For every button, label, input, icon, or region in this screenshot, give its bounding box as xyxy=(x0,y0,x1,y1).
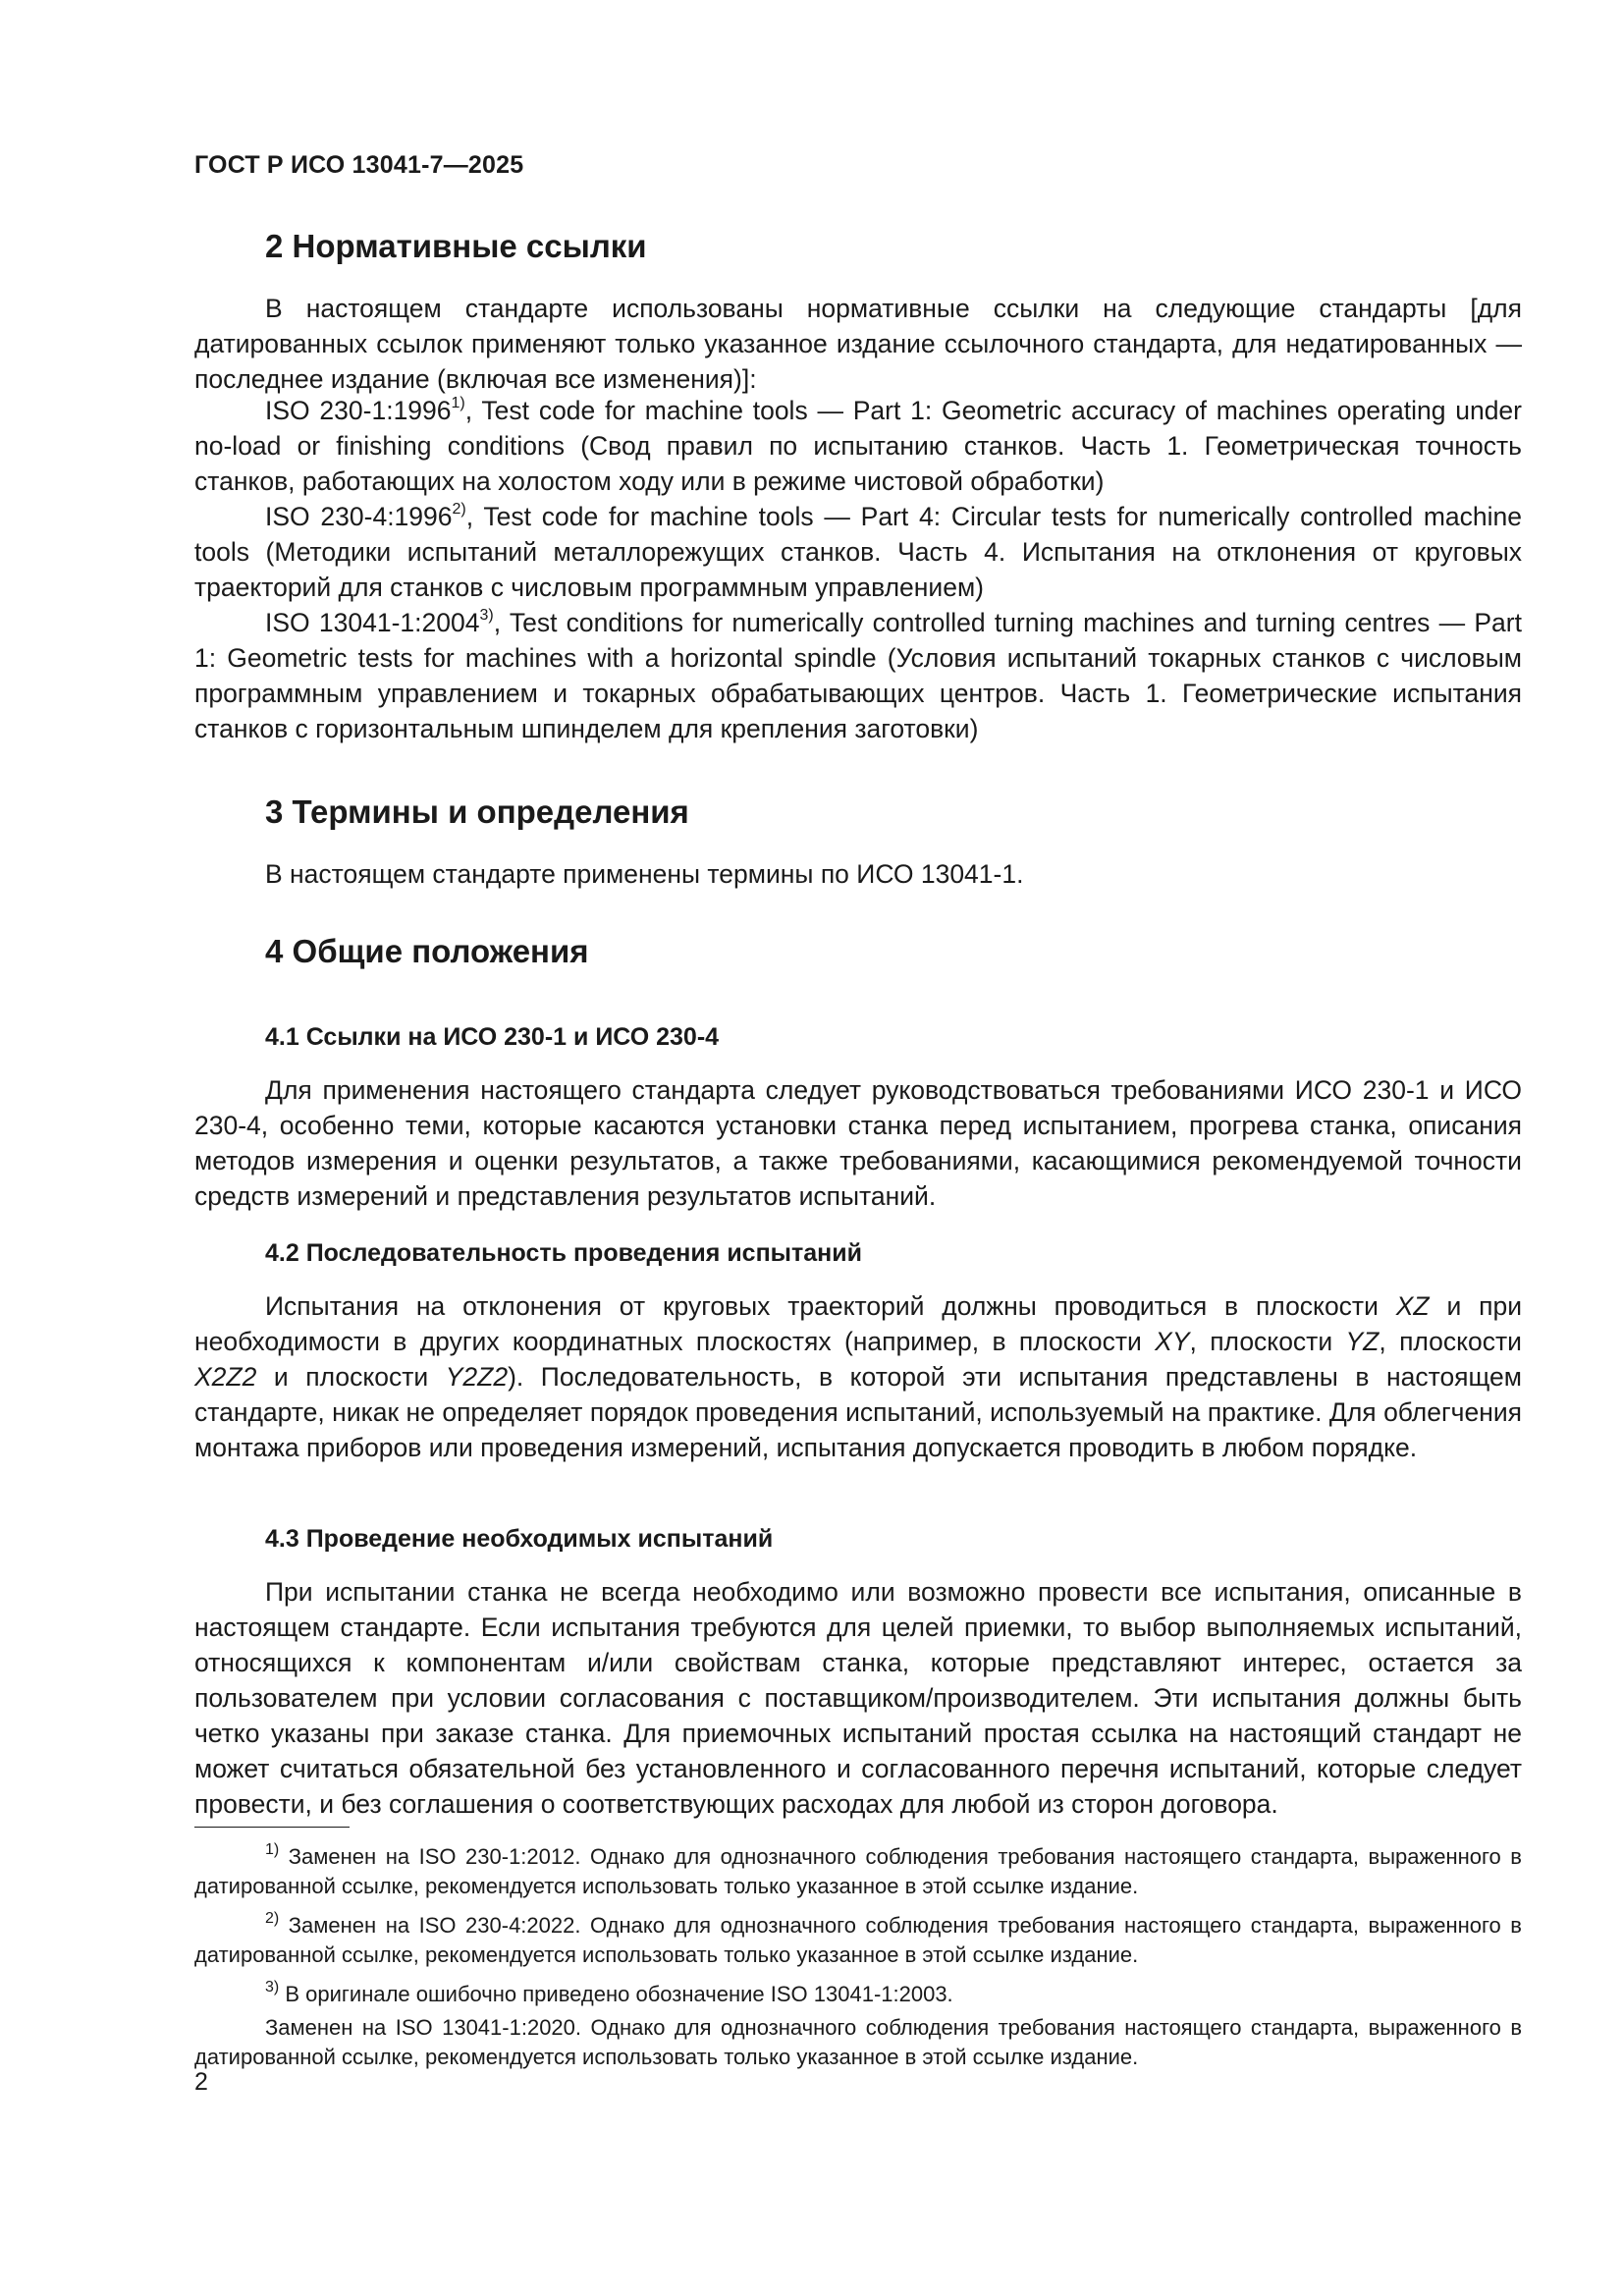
reference-title: , Test conditions for numerically controlled turning machines and turning centres — Part 1: Geometric tests for machines with a horizontal spindle (Условия испытаний токарных станков с числовым программным управлением и токарных обрабатывающих центров. Часть 1. Геометрические испытания станков с горизонтальным шпинделем для крепления заготовки) xyxy=(194,608,1522,743)
reference-item xyxy=(194,605,1522,746)
section-4-heading: 4 Общие положения xyxy=(265,933,589,969)
footnote-mark: 1) xyxy=(265,1840,280,1858)
footnote xyxy=(194,1842,1522,1901)
subsection-4-1-text: Для применения настоящего стандарта следует руководствоваться требованиями ИСО 230-1 и ИСО 230-4, особенно теми, которые касаются установки станка перед испытанием, прогрева станка, описания методов измерения и оценки результатов, а также требованиями, касающимися рекомендуемой точности средств измерений и представления результатов испытаний. xyxy=(194,1075,1522,1211)
reference-item xyxy=(194,499,1522,605)
footnote xyxy=(194,1911,1522,1970)
section-3-heading: 3 Термины и определения xyxy=(265,793,689,830)
subsection-4-3-heading: 4.3 Проведение необходимых испытаний xyxy=(265,1525,774,1553)
section-3-text: В настоящем стандарте применены термины по ИСО 13041-1. xyxy=(265,859,1024,889)
section-2-heading: 2 Нормативные ссылки xyxy=(265,228,647,264)
section-2-intro: В настоящем стандарте использованы нормативные ссылки на следующие стандарты [для датированных ссылок применяют только указанное издание ссылочного стандарта, для недатированных — последнее издание (включая все изменения)]: xyxy=(194,294,1522,394)
footnote-mark[interactable]: 3) xyxy=(479,607,494,625)
footnote-mark[interactable]: 1) xyxy=(451,395,465,412)
text-run: , плоскости xyxy=(1189,1327,1346,1356)
text-run: и при необходимости в других координатных плоскостях (например, в плоскости xyxy=(194,1291,1522,1356)
text-run: Испытания на отклонения от круговых траекторий должны проводиться в плоскости xyxy=(265,1291,1396,1321)
plane-label: XZ xyxy=(1395,1291,1430,1321)
plane-label: Y2Z2 xyxy=(445,1362,509,1392)
subsection-4-2-text xyxy=(194,1288,1522,1465)
reference-code: ISO 230-4:1996 xyxy=(265,502,453,531)
plane-label: XY xyxy=(1155,1327,1190,1356)
text-run: и плоскости xyxy=(256,1362,446,1392)
footnote xyxy=(194,2013,1522,2072)
footnote-text: В оригинале ошибочно приведено обозначение ISO 13041-1:2003. xyxy=(279,1982,953,2006)
footnote-mark: 3) xyxy=(265,1978,280,1995)
reference-item xyxy=(194,393,1522,499)
footnote-text: Заменен на ISO 13041-1:2020. Однако для однозначного соблюдения требования настоящего стандарта, выраженного в датированной ссылке, рекомендуется использовать только указанное в этой ссылке издание. xyxy=(194,2015,1522,2069)
footnote-text: Заменен на ISO 230-4:2022. Однако для однозначного соблюдения требования настоящего стандарта, выраженного в датированной ссылке, рекомендуется использовать только указанное в этой ссылке издание. xyxy=(194,1913,1522,1967)
text-run: ). Последовательность, в которой эти испытания представлены в настоящем стандарте, никак не определяет порядок проведения испытаний, используемый на практике. Для облегчения монтажа приборов или проведения измерений, испытания допускается проводить в любом порядке. xyxy=(194,1362,1522,1462)
reference-title: , Test code for machine tools — Part 1: Geometric accuracy of machines operating under no-load or finishing conditions (Свод правил по испытанию станков. Часть 1. Геометрическая точность станков, работающих на холостом ходу или в режиме чистовой обработки) xyxy=(194,396,1522,496)
plane-label: YZ xyxy=(1345,1327,1380,1356)
footnote-separator xyxy=(194,1827,350,1828)
reference-title: , Test code for machine tools — Part 4: Circular tests for numerically controlled machine tools (Методики испытаний металлорежущих станков. Часть 4. Испытания на отклонения от круговых траекторий для станков с числовым программным управлением) xyxy=(194,502,1522,602)
footnote-mark[interactable]: 2) xyxy=(452,501,466,519)
footnote-text: Заменен на ISO 230-1:2012. Однако для однозначного соблюдения требования настоящего стандарта, выраженного в датированной ссылке, рекомендуется использовать только указанное в этой ссылке издание. xyxy=(194,1844,1522,1898)
subsection-4-3-text: При испытании станка не всегда необходимо или возможно провести все испытания, описанные в настоящем стандарте. Если испытания требуются для целей приемки, то выбор выполняемых испытаний, относящихся к компонентам и/или свойствам станка, которые представляют интерес, остается за пользователем при условии согласования с поставщиком/производителем. Эти испытания должны быть четко указаны при заказе станка. Для приемочных испытаний простая ссылка на настоящий стандарт не может считаться обязательной без установленного и согласованного перечня испытаний, которые следует провести, и без соглашения о соответствующих расходах для любой из сторон договора. xyxy=(194,1577,1522,1819)
reference-code: ISO 13041-1:2004 xyxy=(265,608,480,637)
text-run: , плоскости xyxy=(1379,1327,1522,1356)
page-number: 2 xyxy=(194,2068,208,2096)
subsection-4-2-heading: 4.2 Последовательность проведения испытаний xyxy=(265,1239,863,1267)
footnote-mark: 2) xyxy=(265,1909,280,1927)
subsection-4-1-heading: 4.1 Ссылки на ИСО 230-1 и ИСО 230-4 xyxy=(265,1023,720,1051)
standard-header: ГОСТ Р ИСО 13041-7—2025 xyxy=(194,151,524,179)
footnote xyxy=(194,1980,1522,2009)
plane-label: X2Z2 xyxy=(194,1362,257,1392)
reference-code: ISO 230-1:1996 xyxy=(265,396,452,425)
